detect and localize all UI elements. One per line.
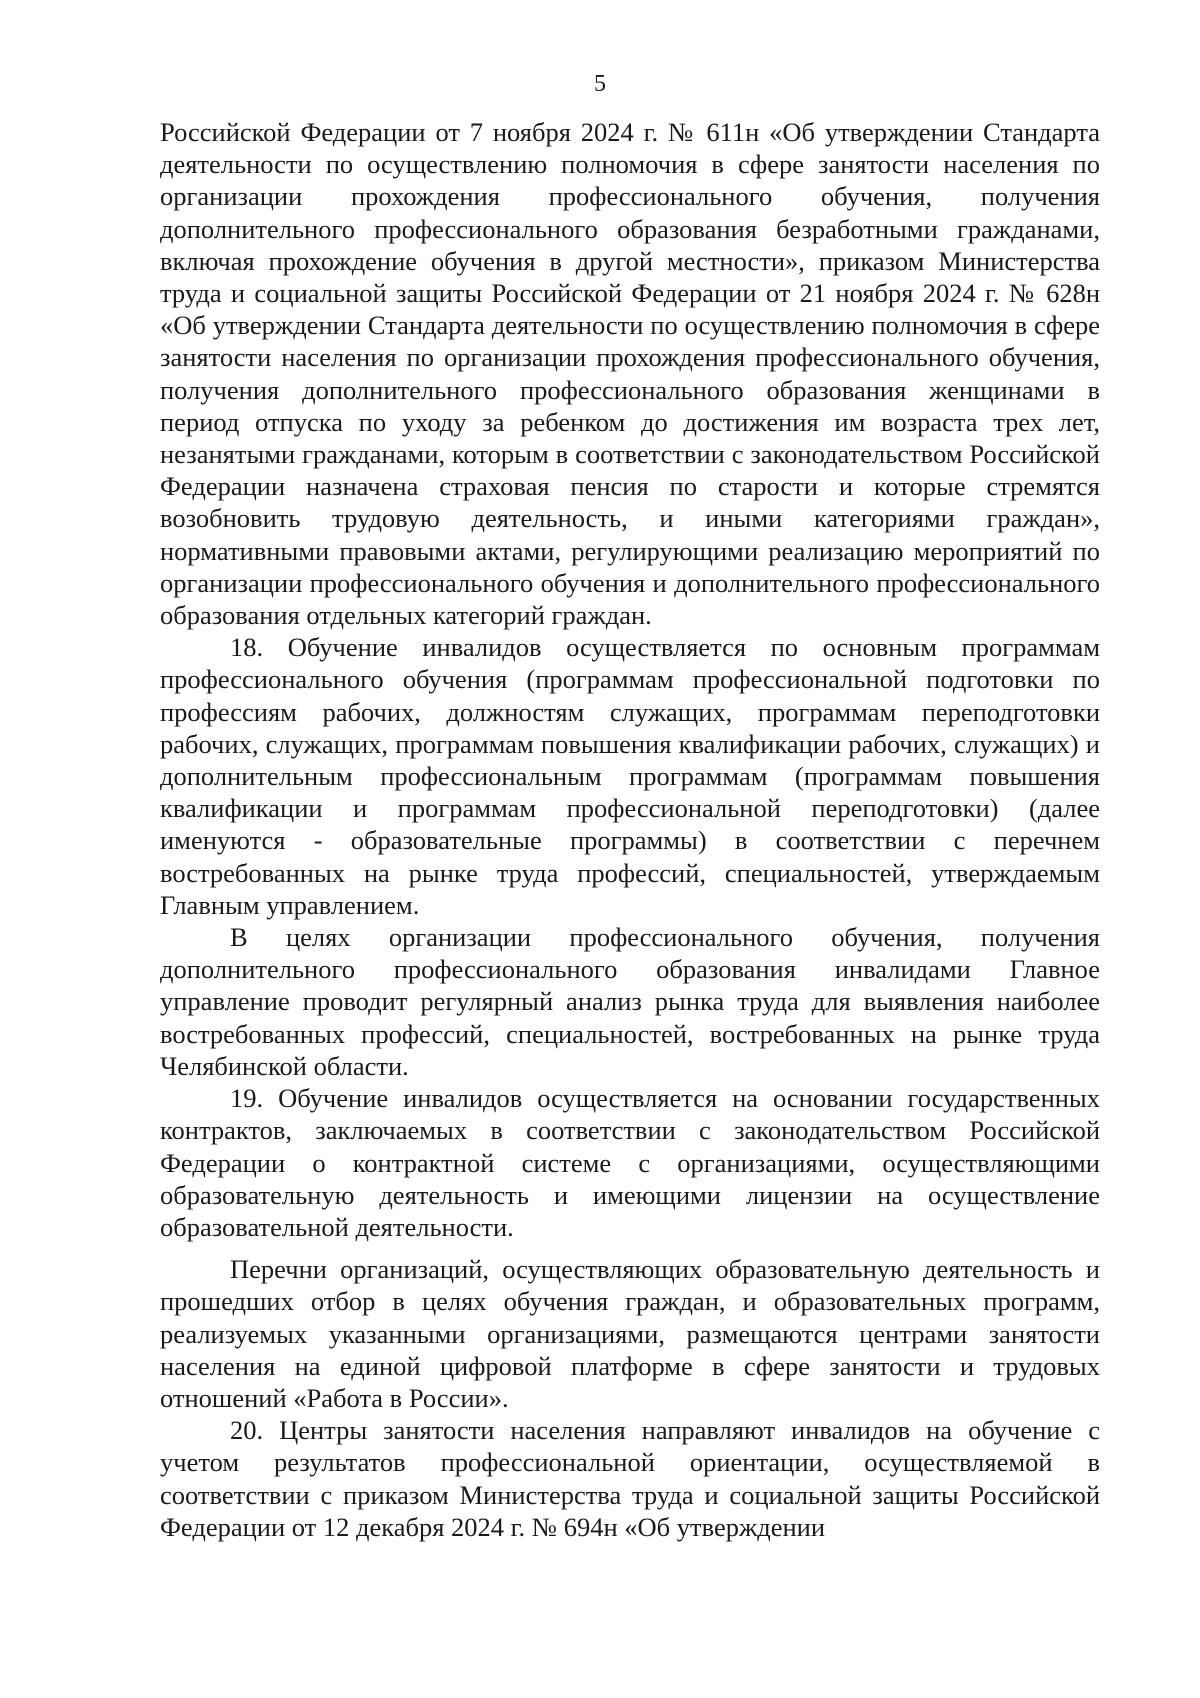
paragraph-item-18: 18. Обучение инвалидов осуществляется по основным программам профессионального обучения (программам профессиональной подготовки по профессиям рабочих, должностям служащих, программам переподготовки рабочих, служащих, программам повышения квалификации рабочих, служащих) и дополнительным профессиональным программам (программам повышения квалификации и программам профессиональной переподготовки) (далее именуются - образовательные программы) в соответствии с перечнем востребованных на рынке труда профессий, специальностей, утверждаемым Главным управлением. — [160, 632, 1100, 920]
document-body — [160, 116, 1100, 1543]
page-number: 5 — [594, 71, 606, 97]
paragraph-item-19: 19. Обучение инвалидов осуществляется на основании государственных контрактов, заключаемых в соответствии с законодательством Российской Федерации о контрактной системе с организациями, осуществляющими образовательную деятельность и имеющими лицензии на осуществление образовательной деятельности. — [160, 1083, 1100, 1242]
paragraph-continuation: Российской Федерации от 7 ноября 2024 г. № 611н «Об утверждении Стандарта деятельности по осуществлению полномочия в сфере занятости населения по организации прохождения профессионального обучения, получения дополнительного профессионального образования безработными гражданами, включая прохождение обучения в другой местности», приказом Министерства труда и социальной защиты Российской Федерации от 21 ноября 2024 г. № 628н «Об утверждении Стандарта деятельности по осуществлению полномочия в сфере занятости населения по организации прохождения профессионального обучения, получения дополнительного профессионального образования женщинами в период отпуска по уходу за ребенком до достижения им возраста трех лет, незанятыми гражданами, которым в соответствии с законодательством Российской Федерации назначена страховая пенсия по старости и которые стремятся возобновить трудовую деятельность, и иными категориями граждан», нормативными правовыми актами, регулирующими реализацию мероприятий по организации профессионального обучения и дополнительного профессионального образования отдельных категорий граждан. — [160, 117, 1100, 631]
paragraph-item-20: 20. Центры занятости населения направляют инвалидов на обучение с учетом результатов профессиональной ориентации, осуществляемой в соответствии с приказом Министерства труда и социальной защиты Российской Федерации от 12 декабря 2024 г. № 694н «Об утверждении — [160, 1415, 1100, 1542]
paragraph-labor-market-analysis: В целях организации профессионального обучения, получения дополнительного профессионального образования инвалидами Главное управление проводит регулярный анализ рынка труда для выявления наиболее востребованных профессий, специальностей, востребованных на рынке труда Челябинской области. — [160, 922, 1100, 1081]
paragraph-organization-lists: Перечни организаций, осуществляющих образовательную деятельность и прошедших отбор в целях обучения граждан, и образовательных программ, реализуемых указанными организациями, размещаются центрами занятости населения на единой цифровой платформе в сфере занятости и трудовых отношений «Работа в России». — [160, 1254, 1100, 1413]
